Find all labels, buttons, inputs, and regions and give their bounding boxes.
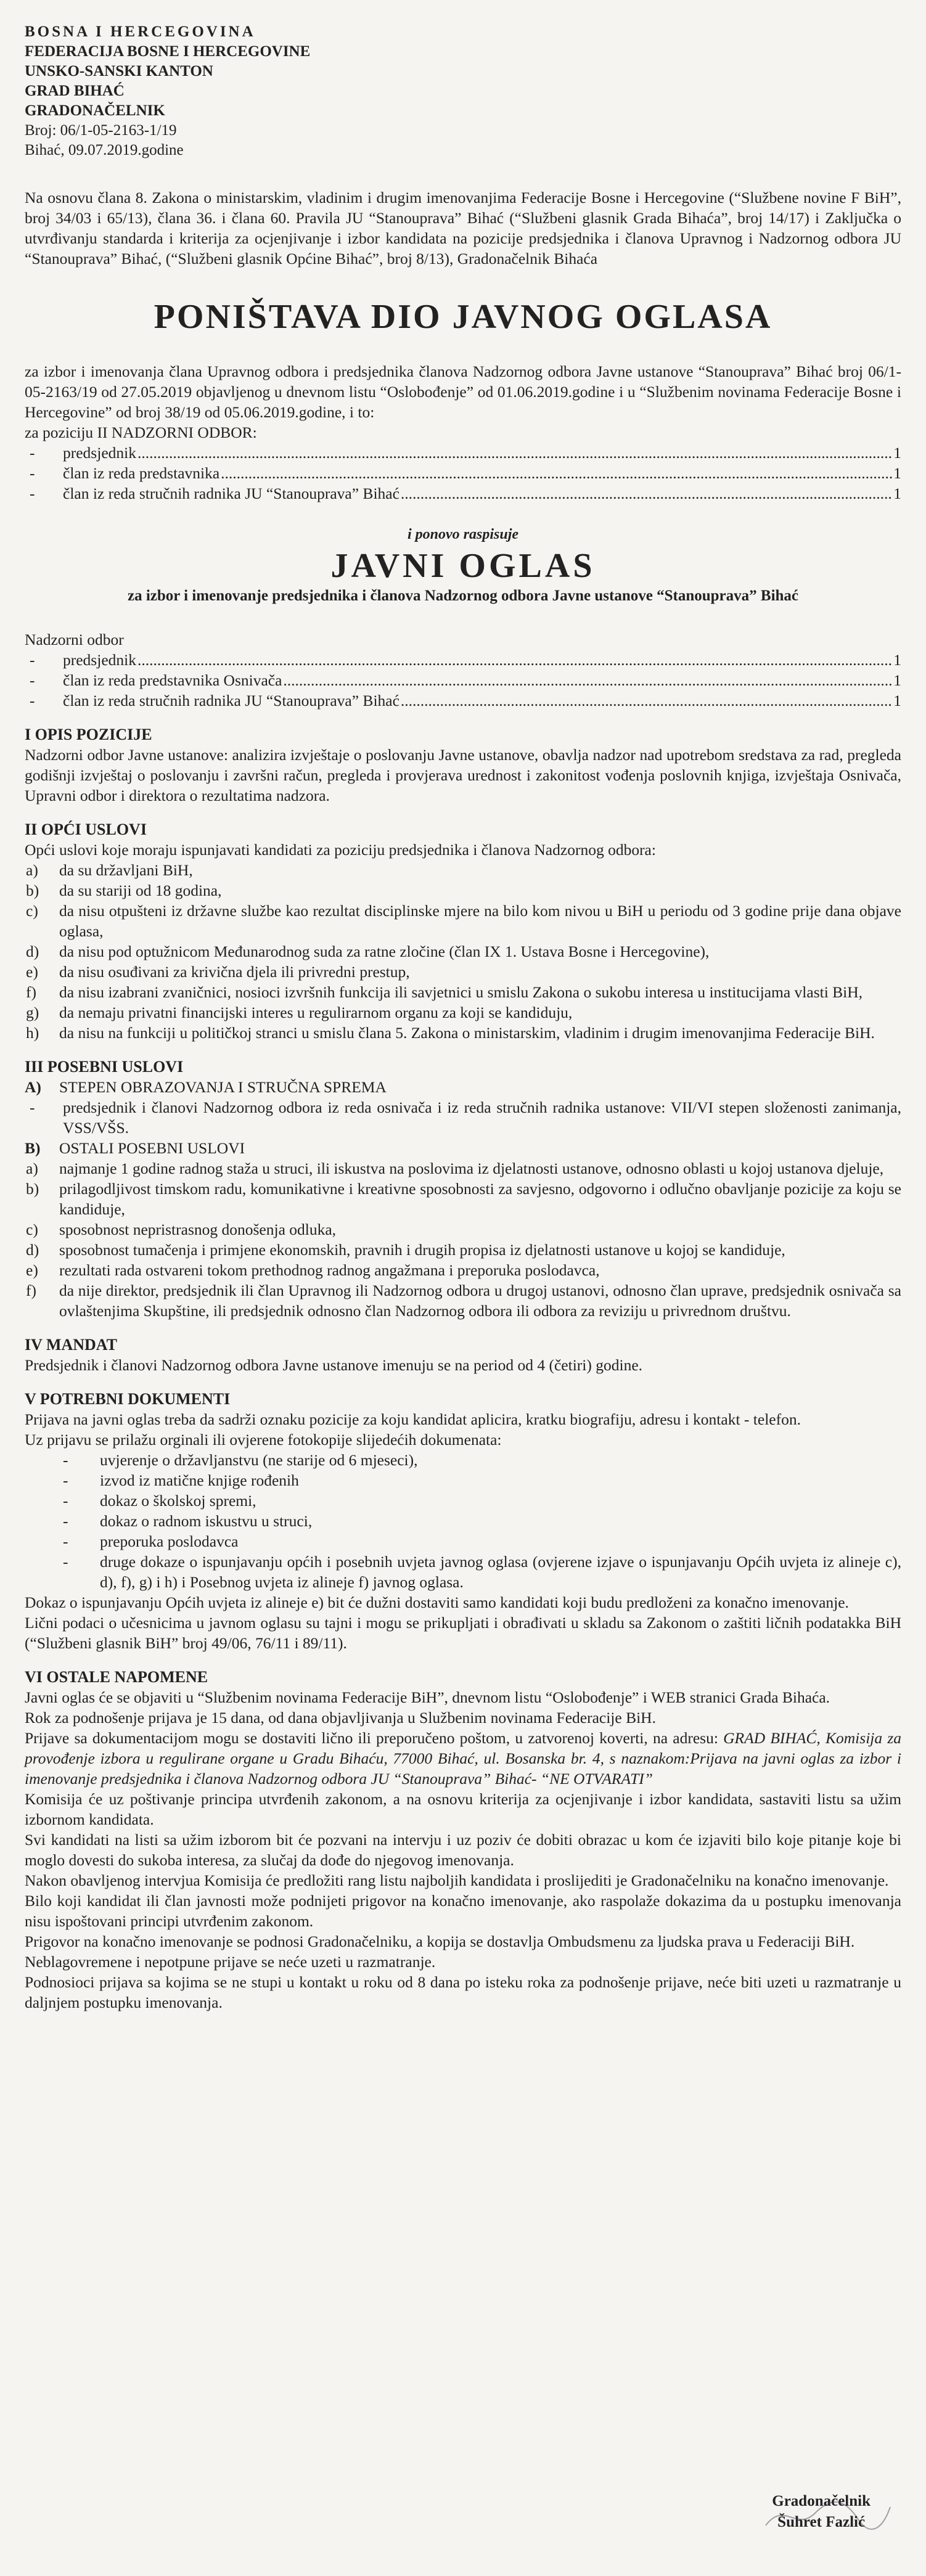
header-date: Bihać, 09.07.2019.godine bbox=[25, 142, 184, 158]
item-text: da nisu na funkciji u političkoj stranci u smislu člana 5. Zakona o ministarskim, vladinim i drugim imenovanjima Federacije BiH. bbox=[59, 1024, 875, 1042]
list-item bbox=[25, 483, 901, 504]
title-public-notice: JAVNI OGLAS bbox=[330, 547, 596, 585]
notes-paragraph-6: Nakon obavljenog intervjua Komisija će predložiti rang listu najboljih kandidata i proslijediti je Gradonačelniku na konačno imenovanje. bbox=[25, 1871, 889, 1889]
item-text: dokaz o radnom iskustvu u struci, bbox=[100, 1512, 313, 1530]
item-letter: c) bbox=[26, 902, 38, 920]
list-item bbox=[25, 1552, 901, 1592]
documents-paragraph-3: Dokaz o ispunjavanju Općih uvjeta iz alineje e) bit će dužni dostaviti samo kandidati koji budu predloženi za konačno imenovanje. bbox=[25, 1593, 849, 1611]
subsection-label: A) bbox=[25, 1078, 41, 1096]
item-text: da su državljani BiH, bbox=[59, 861, 193, 879]
item-text: sposobnost tumačenja i primjene ekonomskih, pravnih i drugih propisa iz djelatnosti ustanove u kojoj se kandiduje, bbox=[59, 1241, 785, 1259]
intro-paragraph: Na osnovu člana 8. Zakona o ministarskim, vladinim i drugim imenovanjima Federacije Bosne i Hercegovine (“Službene novine F BiH”, broj 34/03 i 65/13), člana 36. i člana 60. Pravila JU “Stanouprava” Bihać (“Službeni glasnik Grada Bihaća”, broj 14/17) i Zaključka o utvrđivanju standarda i kriterija za ocjenjivanje i izbor kandidata na pozicije predsjednika i članova Upravnog i Nadzornog odbora JU “Stanouprava” Bihać, (“Službeni glasnik Općine Bihać”, broj 8/13), Gradonačelnik Bihaća bbox=[25, 189, 901, 268]
list-item bbox=[25, 1260, 901, 1280]
documents-list bbox=[25, 1450, 901, 1592]
header-federation: FEDERACIJA BOSNE I HERCEGOVINE bbox=[25, 43, 311, 60]
list-dash: - bbox=[30, 692, 35, 709]
list-dash: - bbox=[30, 464, 35, 482]
list-dash: - bbox=[63, 1471, 68, 1489]
cancel-position: za poziciju II NADZORNI ODBOR: bbox=[25, 423, 257, 441]
list-item bbox=[25, 982, 901, 1002]
other-conditions-list bbox=[25, 1158, 901, 1321]
list-dash: - bbox=[63, 1512, 68, 1530]
item-letter: c) bbox=[26, 1221, 38, 1238]
dot-leader bbox=[137, 650, 892, 670]
notes-paragraph-4: Komisija će uz poštivanje principa utvrđenih zakonom, a na osnovu kriterija za ocjenjivanje i izbor kandidata, sastaviti listu sa užim izbornom kandidata. bbox=[25, 1790, 901, 1828]
header-country: BOSNA I HERCEGOVINA bbox=[25, 23, 256, 40]
documents-paragraph-2: Uz prijavu se prilažu orginali ili ovjerene fotokopije slijedećih dokumenata: bbox=[25, 1431, 502, 1449]
notes-paragraph-5: Svi kandidati na listi sa užim izborom bit će pozvani na intervju i uz poziv će dobiti obrazac u kom će izjaviti bilo koje pitanje koje bi moglo dovesti do sukoba interesa, za slučaj da dođe do njegovog imenovanja. bbox=[25, 1831, 901, 1869]
cancel-list bbox=[25, 443, 901, 504]
list-item-text: predsjednik bbox=[63, 444, 136, 462]
list-item bbox=[25, 690, 901, 711]
list-dash: - bbox=[30, 671, 35, 689]
item-letter: d) bbox=[26, 942, 39, 960]
notes-address-intro: Prijave sa dokumentacijom mogu se dostaviti lično ili preporučeno poštom, u zatvorenoj koverti, na adresu: bbox=[25, 1729, 724, 1747]
item-letter: e) bbox=[26, 1261, 38, 1279]
item-letter: a) bbox=[26, 1159, 38, 1177]
list-item bbox=[25, 1179, 901, 1219]
notes-paragraph-3 bbox=[25, 1728, 901, 1789]
subsection-title: STEPEN OBRAZOVANJA I STRUČNA SPREMA bbox=[59, 1078, 387, 1096]
item-text: prilagodljivost timskom radu, komunikativne i kreativne sposobnosti za savjesno, odgovorno i odlučno obavljanje pozicije za koju se kandiduje, bbox=[59, 1180, 901, 1218]
list-item-count: 1 bbox=[893, 485, 901, 502]
section-title-general-conditions: II OPĆI USLOVI bbox=[25, 820, 147, 838]
item-text: izvod iz matične knjige rođenih bbox=[100, 1471, 299, 1489]
list-item bbox=[25, 1470, 901, 1490]
item-letter: g) bbox=[26, 1004, 39, 1021]
dot-leader bbox=[221, 463, 892, 483]
section-title-special-conditions: III POSEBNI USLOVI bbox=[25, 1058, 184, 1076]
notes-paragraph-2: Rok za podnošenje prijava je 15 dana, od dana objavljivanja u Službenim novinama Federacije BiH. bbox=[25, 1709, 656, 1727]
list-item bbox=[25, 1280, 901, 1321]
dot-leader bbox=[137, 443, 892, 463]
section-description-text: Nadzorni odbor Javne ustanove: analizira izvještaje o poslovanju Javne ustanove, obavlja nadzor nad upotrebom sredstava za rad, pregleda godišnji izvještaj o poslovanju i završni račun, pregleda i provjerava urednost i zakonitost vođenja poslovnih knjiga, izvještaja Osnivača, Upravni odbor i direktora o rezultatima nadzora. bbox=[25, 746, 901, 804]
list-item-text: član iz reda predstavnika bbox=[63, 464, 220, 482]
section-general-intro: Opći uslovi koje moraju ispunjavati kandidati za poziciju predsjednika i članova Nadzornog odbora: bbox=[25, 841, 656, 859]
dot-leader bbox=[401, 483, 892, 504]
header-city: GRAD BIHAĆ bbox=[25, 83, 125, 99]
list-item-count: 1 bbox=[893, 651, 901, 669]
notes-paragraph-8: Prigovor na konačno imenovanje se podnosi Gradonačelniku, a kopija se dostavlja Ombudsmenu za ljudska prava u Federaciji BiH. bbox=[25, 1932, 855, 1950]
section-title-mandate: IV MANDAT bbox=[25, 1336, 117, 1354]
cancel-text: za izbor i imenovanja člana Upravnog odbora i predsjednika članova Nadzornog odbora Javne ustanove “Stanouprava” Bihać broj 06/1-05-2163/19 od 27.05.2019 objavljenog u dnevnom listu “Oslobođenje” od 01.06.2019.godine i u “Službenim novinama Federacije Bosne i Hercegovine” od broj 38/19 od 05.06.2019.godine, i to: bbox=[25, 362, 901, 421]
subsection-label: B) bbox=[25, 1139, 41, 1157]
list-item bbox=[25, 1219, 901, 1240]
list-dash: - bbox=[30, 444, 35, 462]
item-text: preporuka poslodavca bbox=[100, 1532, 239, 1550]
dot-leader bbox=[283, 670, 892, 690]
list-item-text: član iz reda stručnih radnika JU “Stanouprava” Bihać bbox=[63, 692, 399, 709]
item-text: da nisu otpušteni iz državne službe kao rezultat disciplinske mjere na bilo kom nivou u BiH u periodu od 3 godine prije dana objave oglasa, bbox=[59, 902, 901, 940]
notes-paragraph-1: Javni oglas će se objaviti u “Službenim novinama Federacije BiH”, dnevnom listu “Oslobođenje” i WEB stranici Grada Bihaća. bbox=[25, 1688, 830, 1706]
section-title-notes: VI OSTALE NAPOMENE bbox=[25, 1668, 208, 1686]
list-item-count: 1 bbox=[893, 444, 901, 462]
notes-paragraph-10: Podnosioci prijava sa kojima se ne stupi u kontakt u roku od 8 dana po isteku roka za podnošenje prijave, neće biti uzeti u razmatranje u daljnjem postupku imenovanja. bbox=[25, 1973, 901, 2011]
documents-paragraph-1: Prijava na javni oglas treba da sadrži oznaku pozicije za koju kandidat aplicira, kratku biografiju, adresu i kontakt - telefon. bbox=[25, 1410, 801, 1428]
signature-name: Šuhret Fazlić bbox=[777, 2514, 866, 2530]
item-letter: f) bbox=[26, 1282, 36, 1299]
list-item bbox=[25, 1450, 901, 1470]
header-canton: UNSKO-SANSKI KANTON bbox=[25, 63, 213, 80]
list-dash: - bbox=[30, 485, 35, 502]
item-letter: d) bbox=[26, 1241, 39, 1259]
list-item bbox=[25, 962, 901, 982]
board-label: Nadzorni odbor bbox=[25, 631, 124, 648]
signature-scribble-icon bbox=[760, 2495, 895, 2538]
list-item bbox=[25, 941, 901, 962]
item-text: da nije direktor, predsjednik ili član Upravnog ili Nadzornog odbora u drugoj ustanovi, odnosno član uprave, predsjednik osnivača sa ovlaštenjima Skupštine, ili predsjednik odnosno član Nadzornog odbora ili odbora za reviziju u privrednom društvu. bbox=[59, 1282, 901, 1320]
item-text: sposobnost nepristrasnog donošenja odluka, bbox=[59, 1221, 337, 1238]
item-text: druge dokaze o ispunjavanju općih i posebnih uvjeta javnog oglasa (ovjerene izjave o ispunjavanju Općih uvjeta iz alineje c), d), f), g) i h) i Posebnog uvjeta iz alineje f) javnog oglasa. bbox=[100, 1553, 901, 1591]
signature-role: Gradonačelnik bbox=[772, 2493, 871, 2509]
item-letter: h) bbox=[26, 1024, 39, 1042]
item-text: da nisu pod optužnicom Međunarodnog suda za ratne zločine (član IX 1. Ustava Bosne i Hercegovine), bbox=[59, 942, 710, 960]
item-text: uvjerenje o državljanstvu (ne starije od 6 mjeseci), bbox=[100, 1451, 418, 1469]
item-letter: f) bbox=[26, 983, 36, 1001]
list-item bbox=[25, 670, 901, 690]
item-text: rezultati rada ostvareni tokom prethodnog radnog angažmana i preporuka poslodavca, bbox=[59, 1261, 600, 1279]
list-item bbox=[25, 860, 901, 880]
education-list bbox=[25, 1097, 901, 1138]
list-item bbox=[25, 1023, 901, 1043]
list-item-count: 1 bbox=[893, 464, 901, 482]
list-item bbox=[25, 1158, 901, 1179]
list-item bbox=[25, 901, 901, 941]
list-dash: - bbox=[63, 1532, 68, 1550]
item-letter: a) bbox=[26, 861, 38, 879]
section-title-documents: V POTREBNI DOKUMENTI bbox=[25, 1390, 231, 1408]
item-text: da nisu osuđivani za krivična djela ili privredni prestup, bbox=[59, 963, 410, 981]
list-item-count: 1 bbox=[893, 671, 901, 689]
signature-block bbox=[772, 2491, 871, 2533]
list-item bbox=[25, 650, 901, 670]
list-item bbox=[25, 1511, 901, 1531]
list-item bbox=[25, 1097, 901, 1138]
subsection-other-conditions bbox=[25, 1138, 901, 1158]
list-dash: - bbox=[30, 651, 35, 669]
section-mandate-text: Predsjednik i članovi Nadzornog odbora Javne ustanove imenuju se na period od 4 (četiri) godine. bbox=[25, 1356, 643, 1374]
notice-position-list bbox=[25, 650, 901, 711]
list-item-count: 1 bbox=[893, 692, 901, 709]
documents-paragraph-4: Lični podaci o učesnicima u javnom oglasu su tajni i mogu se prikupljati i obrađivati u skladu sa Zakonom o zaštiti ličnih podatakka BiH (“Službeni glasnik BiH” broj 49/06, 76/11 i 89/11). bbox=[25, 1614, 901, 1652]
item-text: da nisu izabrani zvaničnici, nosioci izvršnih funkcija ili savjetnici u smislu Zakona o sukobu interesa u institucijama vlasti BiH, bbox=[59, 983, 863, 1001]
list-item-text: predsjednik bbox=[63, 651, 136, 669]
dot-leader bbox=[401, 690, 892, 711]
list-item bbox=[25, 1531, 901, 1552]
notes-paragraph-7: Bilo koji kandidat ili član javnosti može podnijeti prigovor na konačno imenovanje, ako raspolaže dokazima da u postupku imenovanja nisu ispoštovani principi utvrđenim zakonom. bbox=[25, 1892, 901, 1930]
list-item bbox=[25, 463, 901, 483]
item-letter: e) bbox=[26, 963, 38, 981]
item-text: najmanje 1 godine radnog staža u struci, ili iskustva na poslovima iz djelatnosti ustanove, odnosno oblasti u kojoj ustanova djeluje, bbox=[59, 1159, 884, 1177]
list-item bbox=[25, 1240, 901, 1260]
document-header bbox=[25, 22, 901, 160]
list-item-text: član iz reda stručnih radnika JU “Stanouprava” Bihać bbox=[63, 485, 399, 502]
notes-address: GRAD BIHAĆ, Komisija za provođenje izbora u regulirane organe u Gradu Bihaću, 77000 Bihać, ul. Bosanska br. 4, s naznakom:Prijava na javni oglas za izbor i imenovanje predsjednika i članova Nadzornog odbora JU “Stanouprava” Bihać- “NE OTVARATI” bbox=[25, 1729, 902, 1788]
subsection-title: OSTALI POSEBNI USLOVI bbox=[59, 1139, 245, 1157]
item-text: predsjednik i članovi Nadzornog odbora iz reda osnivača i iz reda stručnih radnika ustanove: VII/VI stepen složenosti zanimanja, VSS/VŠS. bbox=[63, 1098, 901, 1137]
item-letter: b) bbox=[26, 1180, 39, 1198]
title-cancellation: PONIŠTAVA DIO JAVNOG OGLASA bbox=[154, 298, 772, 336]
list-item bbox=[25, 880, 901, 901]
notes-paragraph-9: Neblagovremene i nepotpune prijave se neće uzeti u razmatranje. bbox=[25, 1953, 436, 1971]
list-dash: - bbox=[63, 1492, 68, 1510]
header-number: Broj: 06/1-05-2163-1/19 bbox=[25, 122, 177, 139]
item-text: da nemaju privatni financijski interes u regulirarnom organu za koji se kandiduju, bbox=[59, 1004, 573, 1021]
item-text: da su stariji od 18 godina, bbox=[59, 881, 222, 899]
list-dash: - bbox=[63, 1451, 68, 1469]
list-item bbox=[25, 1490, 901, 1511]
list-dash: - bbox=[30, 1098, 35, 1116]
list-dash: - bbox=[63, 1553, 68, 1571]
item-text: dokaz o školskoj spremi, bbox=[100, 1492, 256, 1510]
reissue-label: i ponovo raspisuje bbox=[407, 526, 519, 542]
general-conditions-list bbox=[25, 860, 901, 1043]
list-item-text: član iz reda predstavnika Osnivača bbox=[63, 671, 282, 689]
subsection-education bbox=[25, 1077, 901, 1097]
list-item bbox=[25, 1002, 901, 1023]
notice-subtitle: za izbor i imenovanje predsjednika i članova Nadzornog odbora Javne ustanove “Stanouprava” Bihać bbox=[127, 587, 799, 604]
header-office: GRADONAČELNIK bbox=[25, 102, 165, 119]
section-title-description: I OPIS POZICIJE bbox=[25, 726, 152, 743]
list-item bbox=[25, 443, 901, 463]
item-letter: b) bbox=[26, 881, 39, 899]
